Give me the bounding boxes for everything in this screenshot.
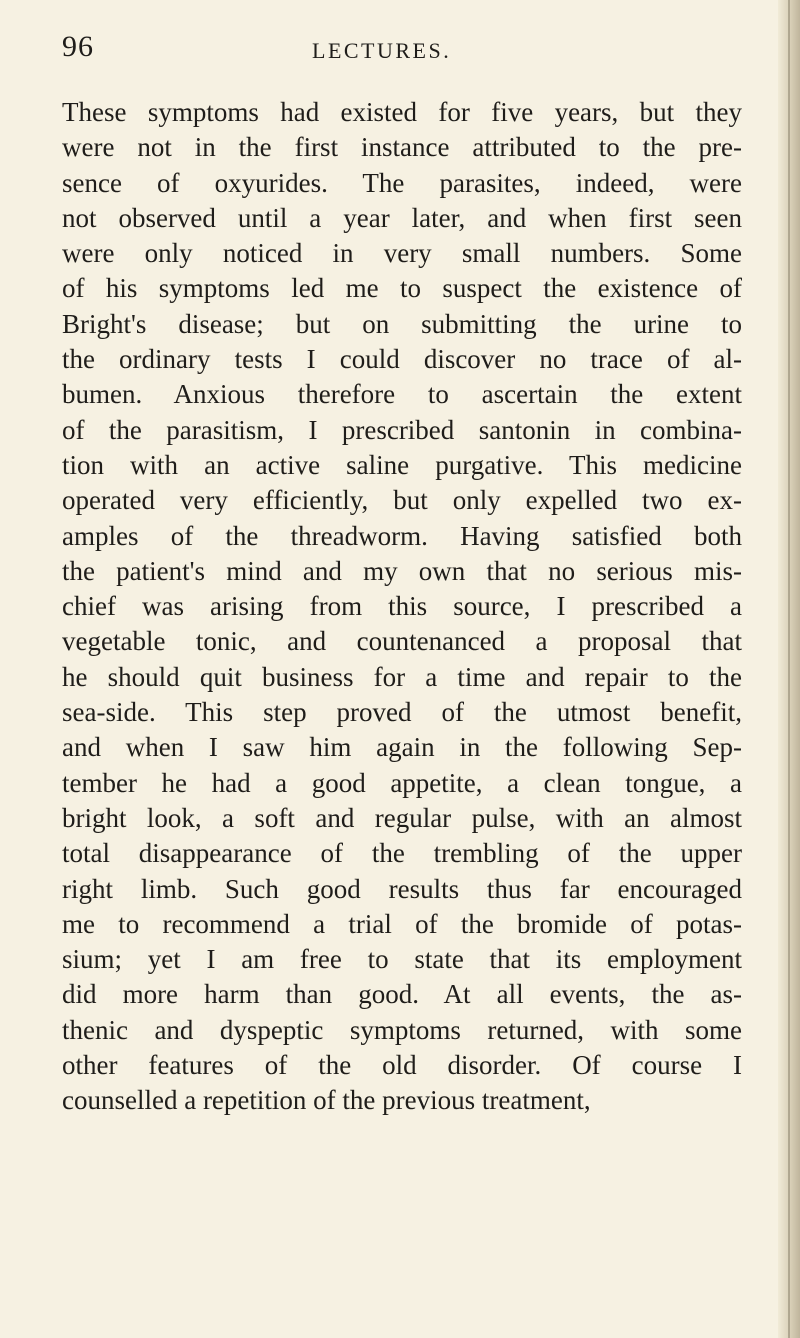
text-line: total disappearance of the trembling of the upper — [62, 838, 742, 869]
text-line: These symptoms had existed for five years, but they — [62, 97, 742, 127]
text-line: Bright's disease; but on submitting the urine to — [62, 308, 742, 339]
text-line: me to recommend a trial of the bromide of potas- — [62, 908, 742, 939]
text-line: did more harm than good. At all events, the as- — [62, 979, 742, 1010]
text-line: of the parasitism, I prescribed santonin in combina- — [62, 414, 742, 445]
running-title: LECTURES. — [312, 38, 452, 63]
page-edge-line — [788, 0, 790, 1338]
text-line: counselled a repetition of the previous treatment, — [62, 1085, 591, 1116]
page-number: 96 — [62, 30, 94, 63]
text-line: he should quit business for a time and repair to the — [62, 661, 742, 692]
text-line: the patient's mind and my own that no serious mis- — [62, 555, 742, 586]
text-line: vegetable tonic, and countenanced a proposal that — [62, 626, 742, 657]
text-line: amples of the threadworm. Having satisfied both — [62, 520, 742, 551]
body-paragraph — [62, 95, 742, 1119]
text-line: not observed until a year later, and when first seen — [62, 202, 742, 233]
text-line: and when I saw him again in the following Sep- — [62, 732, 742, 763]
running-head — [62, 30, 742, 70]
text-line: sence of oxyurides. The parasites, indeed, were — [62, 167, 742, 198]
text-line: of his symptoms led me to suspect the existence of — [62, 273, 742, 304]
text-line: thenic and dyspeptic symptoms returned, with some — [62, 1014, 742, 1045]
text-line: right limb. Such good results thus far encouraged — [62, 873, 742, 904]
text-line: operated very efficiently, but only expelled two ex- — [62, 485, 742, 516]
text-line: sea-side. This step proved of the utmost benefit, — [62, 697, 742, 728]
text-line: bright look, a soft and regular pulse, with an almost — [62, 802, 742, 833]
text-line: chief was arising from this source, I prescribed a — [62, 591, 742, 622]
text-line: were only noticed in very small numbers. Some — [62, 238, 742, 269]
text-line: bumen. Anxious therefore to ascertain the extent — [62, 379, 742, 410]
text-line: other features of the old disorder. Of course I — [62, 1050, 742, 1081]
text-line: tember he had a good appetite, a clean tongue, a — [62, 767, 742, 798]
text-line: the ordinary tests I could discover no trace of al- — [62, 344, 742, 375]
text-line: sium; yet I am free to state that its employment — [62, 944, 742, 975]
text-line: were not in the first instance attributed to the pre- — [62, 132, 742, 163]
text-line: tion with an active saline purgative. This medicine — [62, 449, 742, 480]
